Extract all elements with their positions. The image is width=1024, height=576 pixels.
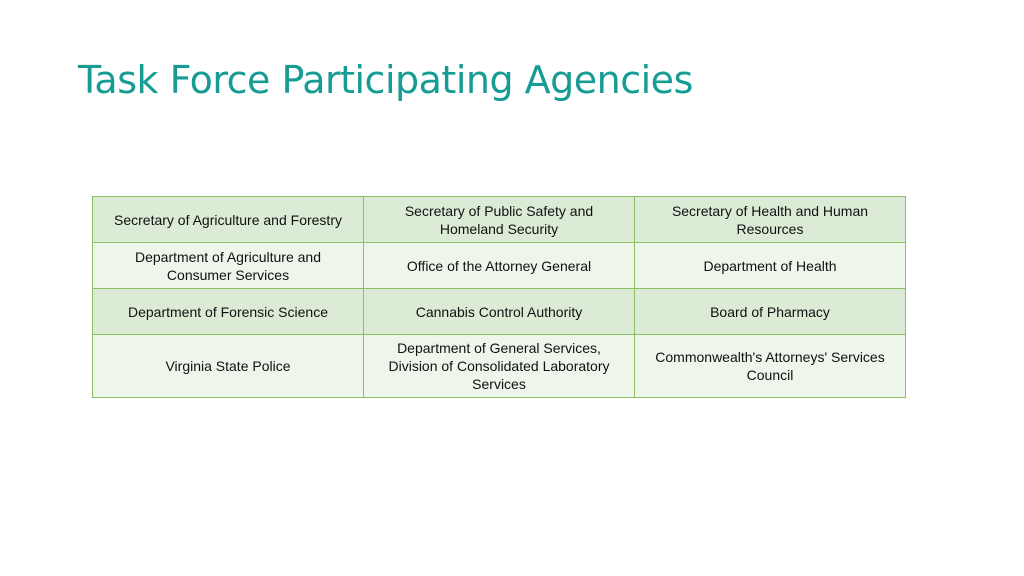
agencies-table: [92, 196, 906, 398]
table-cell: Department of General Services, Division of Consolidated Laboratory Services: [364, 335, 635, 398]
table-cell: Department of Agriculture and Consumer Services: [93, 243, 364, 289]
table-cell: Secretary of Agriculture and Forestry: [93, 197, 364, 243]
table-cell: Virginia State Police: [93, 335, 364, 398]
slide-title: Task Force Participating Agencies: [78, 58, 693, 102]
table-cell: Cannabis Control Authority: [364, 289, 635, 335]
table-row: [93, 243, 906, 289]
table-cell: Office of the Attorney General: [364, 243, 635, 289]
table-cell: Department of Health: [635, 243, 906, 289]
table-cell: Secretary of Health and Human Resources: [635, 197, 906, 243]
table-row: [93, 197, 906, 243]
table-row: [93, 289, 906, 335]
table-cell: Commonwealth's Attorneys' Services Council: [635, 335, 906, 398]
table-cell: Secretary of Public Safety and Homeland Security: [364, 197, 635, 243]
table-row: [93, 335, 906, 398]
table-cell: Department of Forensic Science: [93, 289, 364, 335]
table-cell: Board of Pharmacy: [635, 289, 906, 335]
